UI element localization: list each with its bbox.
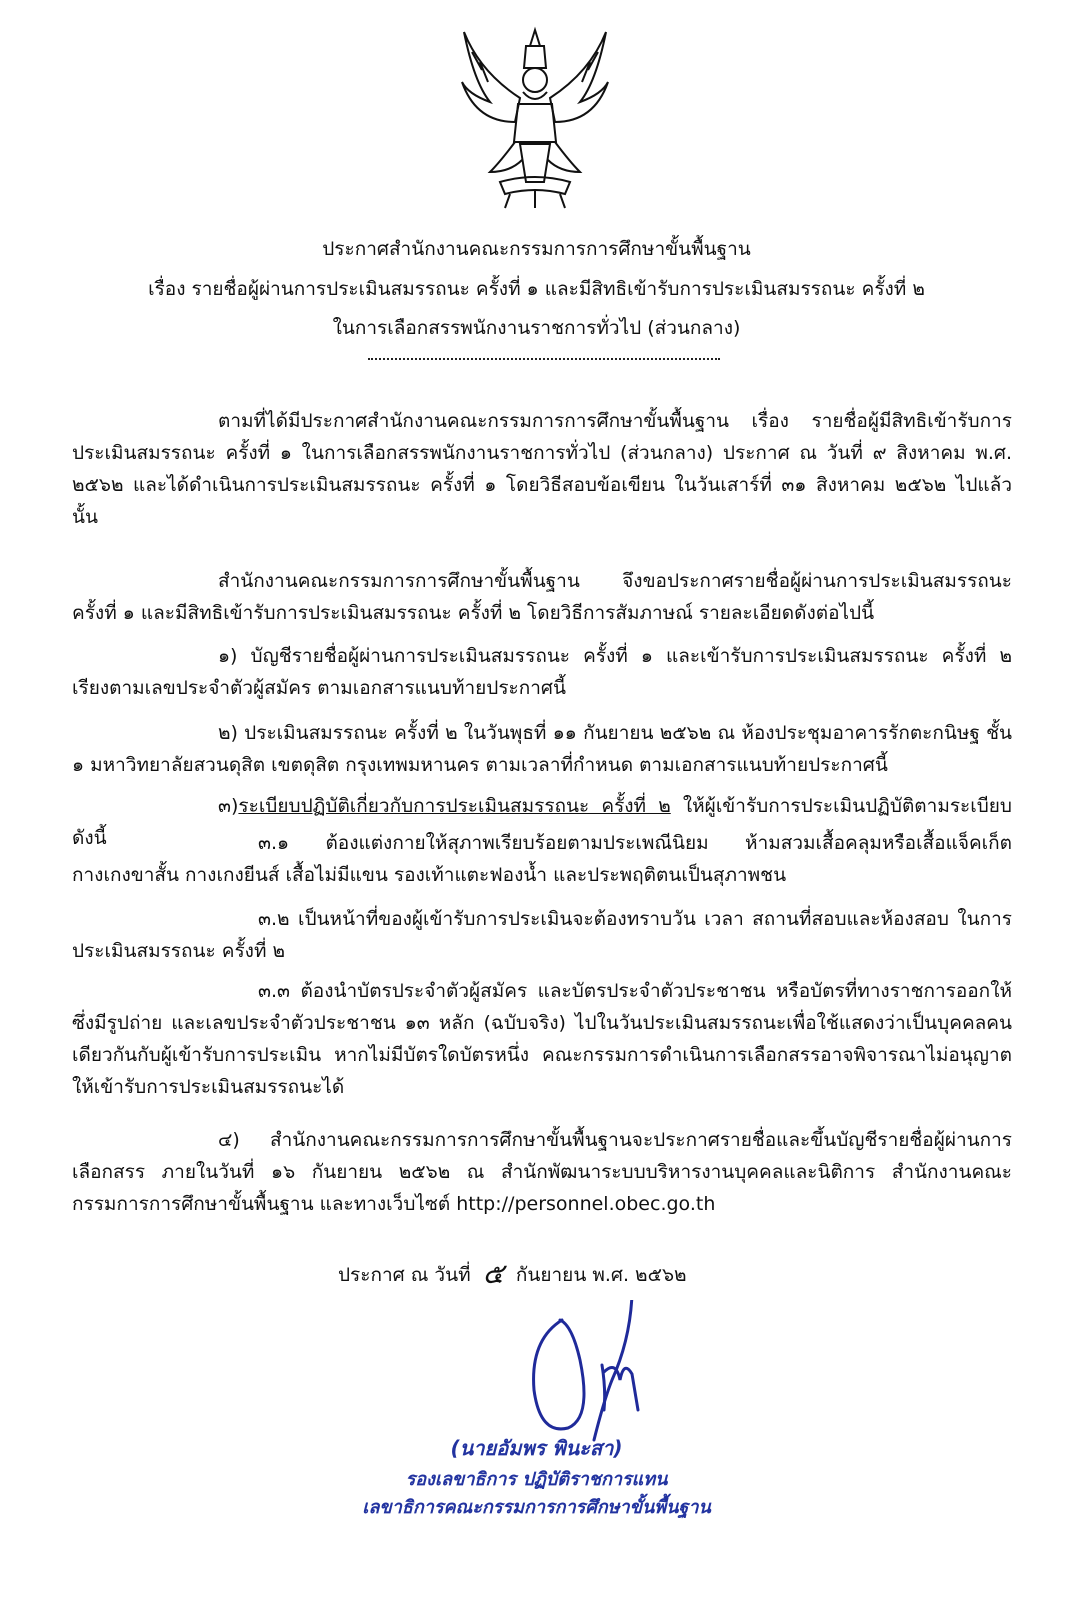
subject-line: เรื่อง รายชื่อผู้ผ่านการประเมินสมรรถนะ ครั้งที่ ๑ และมีสิทธิเข้ารับการประเมินสมรรถนะ ครั้งที่ ๒ — [148, 278, 925, 300]
signer-position: เลขาธิการคณะกรรมการการศึกษาขั้นพื้นฐาน — [362, 1497, 711, 1518]
item-3-3: ๓.๓ ต้องนำบัตรประจำตัวผู้สมัคร และบัตรประจำตัวประชาชน หรือบัตรที่ทางราชการออกให้ ซึ่งมีรูปถ่าย และเลขประจำตัวประชาชน ๑๓ หลัก (ฉบับจริง) ไปในวันประเมินสมรรถนะเพื่อใช้แสดงว่าเป็นบุคคลคนเดียวกันกับผู้เข้ารับการประเมิน หากไม่มีบัตรใดบัตรหนึ่ง คณะกรรมการดำเนินการเลือกสรรอาจพิจารณาไม่อนุญาตให้เข้ารับการประเมินสมรรถนะได้ — [72, 980, 1012, 1098]
paragraph-intro: ตามที่ได้มีประกาศสำนักงานคณะกรรมการการศึกษาขั้นพื้นฐาน เรื่อง รายชื่อผู้มีสิทธิเข้ารับการประเมินสมรรถนะ ครั้งที่ ๑ ในการเลือกสรรพนักงานราชการทั่วไป (ส่วนกลาง) ประกาศ ณ วันที่ ๙ สิงหาคม พ.ศ. ๒๕๖๒ และได้ดำเนินการประเมินสมรรถนะ ครั้งที่ ๑ โดยวิธีสอบข้อเขียน ในวันเสาร์ที่ ๓๑ สิงหาคม ๒๕๖๒ ไปแล้ว นั้น — [72, 410, 1012, 528]
garuda-emblem-icon — [460, 22, 610, 212]
date-day: ๕ — [482, 1257, 504, 1290]
item-3-heading: ระเบียบปฏิบัติเกี่ยวกับการประเมินสมรรถนะ ครั้งที่ ๒ — [238, 795, 671, 817]
dotted-divider — [368, 358, 720, 360]
item-3-text: ให้ผู้เข้ารับการประเมินปฏิบัติตามระเบียบ ดังนี้ — [72, 795, 1012, 849]
announcement-title: ประกาศสำนักงานคณะกรรมการการศึกษาขั้นพื้นฐาน — [322, 238, 751, 260]
date-prefix: ประกาศ ณ วันที่ — [338, 1264, 471, 1286]
item-3-2: ๓.๒ เป็นหน้าที่ของผู้เข้ารับการประเมินจะต้องทราบวัน เวลา สถานที่สอบและห้องสอบ ในการประเมินสมรรถนะ ครั้งที่ ๒ — [72, 908, 1012, 962]
date-suffix: กันยายน พ.ศ. ๒๕๖๒ — [515, 1264, 687, 1286]
item-4: ๔) สำนักงานคณะกรรมการการศึกษาขั้นพื้นฐานจะประกาศรายชื่อและขึ้นบัญชีรายชื่อผู้ผ่านการเลือกสรร ภายในวันที่ ๑๖ กันยายน ๒๕๖๒ ณ สำนักพัฒนาระบบบริหารงานบุคคลและนิติการ สำนักงานคณะกรรมการการศึกษาขั้นพื้นฐาน และทางเว็บไซต์ http://personnel.obec.go.th — [72, 1129, 1012, 1215]
paragraph-announce: สำนักงานคณะกรรมการการศึกษาขั้นพื้นฐาน จึงขอประกาศรายชื่อผู้ผ่านการประเมินสมรรถนะ ครั้งที่ ๑ และมีสิทธิเข้ารับการประเมินสมรรถนะ ครั้งที่ ๒ โดยวิธีการสัมภาษณ์ รายละเอียดดังต่อไปนี้ — [72, 570, 1012, 624]
subject-line-2: ในการเลือกสรรพนักงานราชการทั่วไป (ส่วนกลาง) — [332, 317, 741, 339]
signer-title: รองเลขาธิการ ปฏิบัติราชการแทน — [405, 1469, 668, 1490]
item-3-number: ๓) — [218, 795, 239, 817]
announcement-date — [338, 1258, 687, 1291]
handwritten-signature-icon — [520, 1300, 670, 1450]
signer-name: (นายอัมพร พินะสา) — [450, 1436, 623, 1460]
item-2: ๒) ประเมินสมรรถนะ ครั้งที่ ๒ ในวันพุธที่ ๑๑ กันยายน ๒๕๖๒ ณ ห้องประชุมอาคารรักตะกนิษฐ ชั้น ๑ มหาวิทยาลัยสวนดุสิต เขตดุสิต กรุงเทพมหานคร ตามเวลาที่กำหนด ตามเอกสารแนบท้ายประกาศนี้ — [72, 722, 1012, 776]
item-3-1: ๓.๑ ต้องแต่งกายให้สุภาพเรียบร้อยตามประเพณีนิยม ห้ามสวมเสื้อคลุมหรือเสื้อแจ็คเก็ต กางเกงขาสั้น กางเกงยีนส์ เสื้อไม่มีแขน รองเท้าแตะฟองน้ำ และประพฤติตนเป็นสุภาพชน — [72, 832, 1012, 886]
item-1: ๑) บัญชีรายชื่อผู้ผ่านการประเมินสมรรถนะ ครั้งที่ ๑ และเข้ารับการประเมินสมรรถนะ ครั้งที่ ๒ เรียงตามเลขประจำตัวผู้สมัคร ตามเอกสารแนบท้ายประกาศนี้ — [72, 645, 1012, 699]
